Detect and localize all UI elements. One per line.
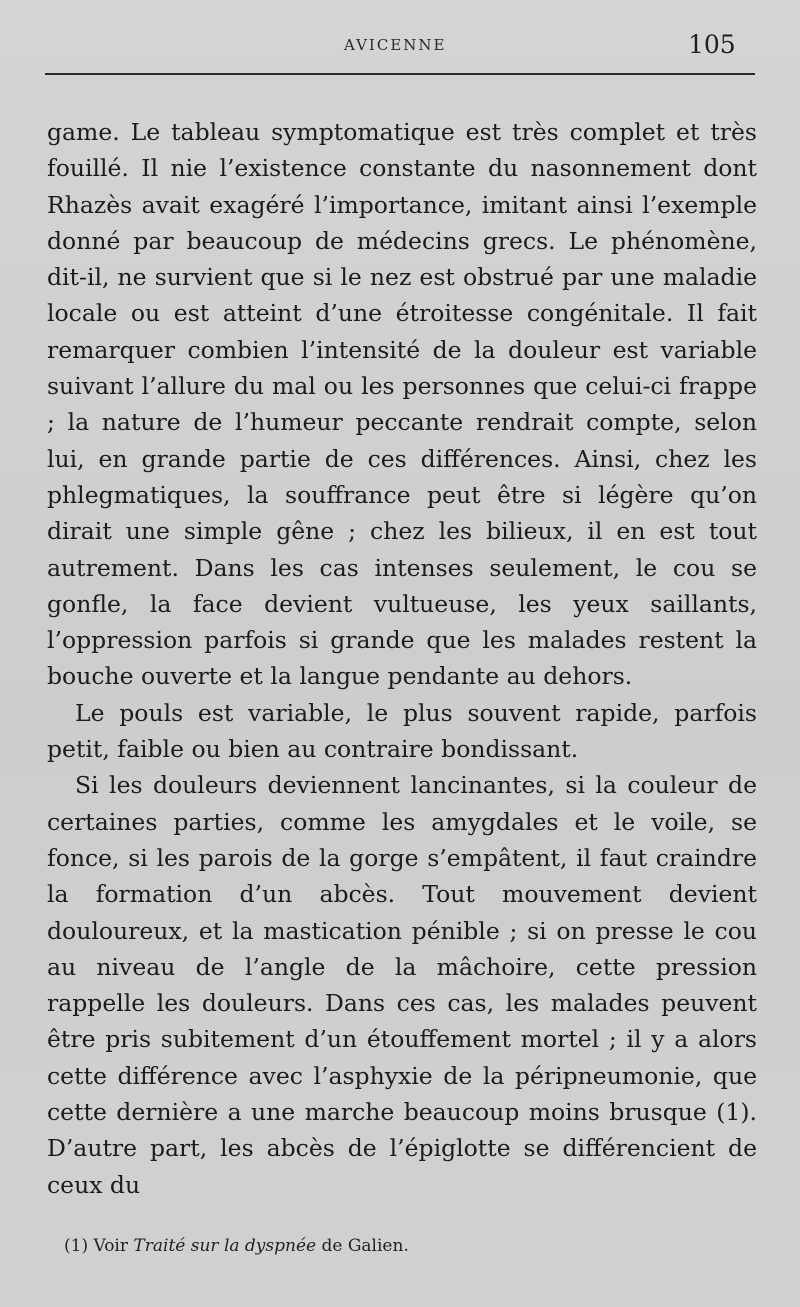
footnote-work-title: Traité sur la dyspnée (133, 1236, 317, 1256)
footnote (64, 1236, 744, 1256)
paragraph-3: Si les douleurs deviennent lancinantes, si la couleur de certaines parties, comme les amygdales et le voile, se fonce, si les parois de la gorge s’empâtent, il faut craindre la formation d’un abcès. Tout mouvement devient douloureux, et la mastication pénible ; si on presse le cou au niveau de l’angle de la mâchoire, cette pression rappelle les douleurs. Dans ces cas, les malades peuvent être pris subitement d’un étouffement mortel ; il y a alors cette différence avec l’asphyxie de la péripneumonie, que cette dernière a une marche beaucoup moins brusque (1). D’autre part, les abcès de l’épiglotte se différencient de ceux du (47, 771, 757, 1199)
paragraph-2: Le pouls est variable, le plus souvent rapide, parfois petit, faible ou bien au contraire bondissant. (47, 698, 757, 764)
running-title: AVICENNE (344, 36, 447, 54)
running-header (0, 30, 800, 70)
header-rule (45, 73, 755, 75)
footnote-suffix: de Galien. (321, 1236, 409, 1256)
body-text (47, 114, 757, 1203)
page-number: 105 (688, 30, 736, 59)
footnote-marker: (1) Voir (64, 1236, 128, 1256)
paragraph-1: game. Le tableau symptomatique est très complet et très fouillé. Il nie l’existence constante du nasonnement dont Rhazès avait exagéré l’importance, imitant ainsi l’exemple donné par beaucoup de médecins grecs. Le phénomène, dit-il, ne survient que si le nez est obstrué par une maladie locale ou est atteint d’une étroitesse congénitale. Il fait remarquer combien l’intensité de la douleur est variable suivant l’allure du mal ou les personnes que celui-ci frappe ; la nature de l’humeur peccante rendrait compte, selon lui, en grande partie de ces différences. Ainsi, chez les phlegmatiques, la souffrance peut être si légère qu’on dirait une simple gêne ; chez les bilieux, il en est tout autrement. Dans les cas intenses seulement, le cou se gonfle, la face devient vultueuse, les yeux saillants, l’oppression parfois si grande que les malades restent la bouche ouverte et la langue pendante au dehors. (47, 118, 757, 691)
